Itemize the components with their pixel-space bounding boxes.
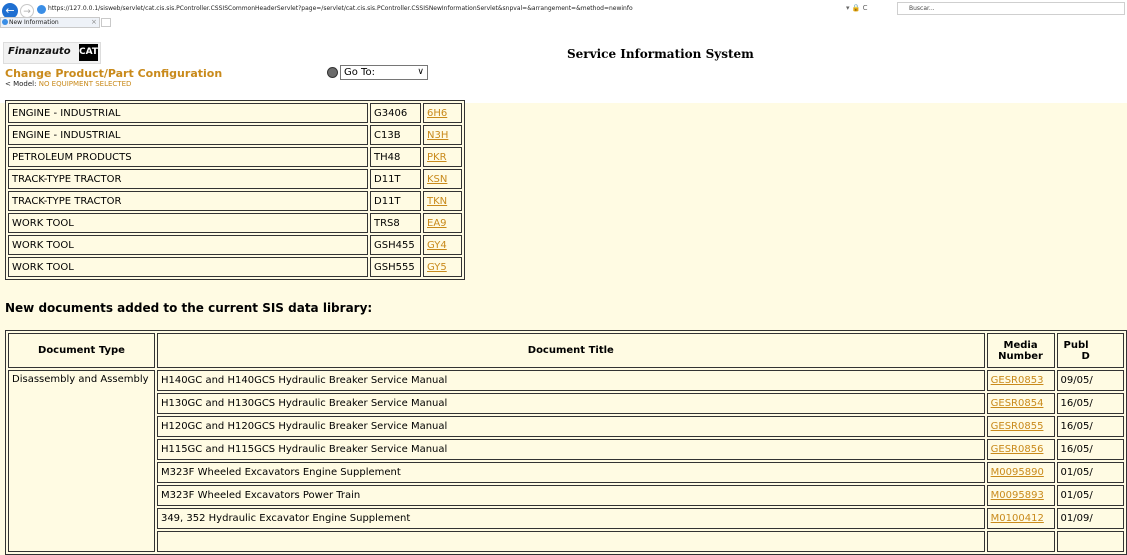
- media-number-link[interactable]: M0095890: [990, 467, 1044, 478]
- goto-icon[interactable]: [327, 67, 338, 78]
- media-number-link[interactable]: GESR0856: [990, 444, 1044, 455]
- product-row: [8, 257, 462, 277]
- serial-prefix-link[interactable]: 6H6: [427, 107, 448, 119]
- address-bar[interactable]: https://127.0.0.1/sisweb/servlet/cat.cis.sis.PController.CSSISCommonHeaderServlet?page=/servlet/cat.cis.sis.PController.CSSISNewInformationServlet&snpval=&arrangement=&method=newinfo: [48, 5, 633, 12]
- media-number-link[interactable]: M0095893: [990, 490, 1044, 501]
- product-row: [8, 191, 462, 211]
- model-value: NO EQUIPMENT SELECTED: [38, 80, 132, 88]
- serial-prefix-link[interactable]: GY5: [427, 261, 447, 273]
- close-tab-icon[interactable]: ×: [91, 18, 97, 26]
- page-title: Service Information System: [567, 47, 754, 61]
- product-row: [8, 235, 462, 255]
- document-title: H120GC and H120GCS Hydraulic Breaker Service Manual: [157, 416, 985, 437]
- product-model: TH48: [370, 147, 421, 167]
- product-model: GSH555: [370, 257, 421, 277]
- product-row: [8, 169, 462, 189]
- media-number-cell: [987, 439, 1055, 460]
- product-prefix-cell: [423, 235, 462, 255]
- document-title: 349, 352 Hydraulic Excavator Engine Supplement: [157, 508, 985, 529]
- document-row: [8, 370, 1124, 391]
- document-row: [8, 462, 1124, 483]
- product-name: TRACK-TYPE TRACTOR: [8, 169, 368, 189]
- model-label: < Model:: [5, 80, 37, 88]
- product-row: [8, 125, 462, 145]
- goto-label: Go To:: [344, 67, 375, 78]
- publication-date: 09/05/: [1057, 370, 1125, 391]
- serial-prefix-link[interactable]: PKR: [427, 151, 447, 163]
- media-number-link[interactable]: GESR0853: [990, 375, 1044, 386]
- document-title: H115GC and H115GCS Hydraulic Breaker Service Manual: [157, 439, 985, 460]
- search-input[interactable]: Buscar...: [897, 2, 1125, 15]
- product-prefix-cell: [423, 257, 462, 277]
- product-row: [8, 147, 462, 167]
- media-number-cell: [987, 370, 1055, 391]
- product-prefix-cell: [423, 169, 462, 189]
- product-row: [8, 103, 462, 123]
- product-name: WORK TOOL: [8, 213, 368, 233]
- logo-text: Finanzauto: [8, 46, 71, 57]
- cat-logo: CAT: [79, 44, 98, 61]
- document-title: H140GC and H140GCS Hydraulic Breaker Service Manual: [157, 370, 985, 391]
- product-row: [8, 213, 462, 233]
- document-title: H130GC and H130GCS Hydraulic Breaker Service Manual: [157, 393, 985, 414]
- media-number-link[interactable]: GESR0854: [990, 398, 1044, 409]
- product-model: TRS8: [370, 213, 421, 233]
- col-media-line1: Media: [1003, 339, 1038, 351]
- document-row: [8, 508, 1124, 529]
- tab-e-icon: [2, 19, 8, 25]
- publication-date: 01/05/: [1057, 485, 1125, 506]
- col-date-line1: Publ: [1063, 339, 1089, 351]
- media-number-cell: [987, 462, 1055, 483]
- serial-prefix-link[interactable]: TKN: [427, 195, 448, 207]
- col-media-number: [987, 333, 1055, 368]
- product-prefix-cell: [423, 191, 462, 211]
- chevron-down-icon: ∨: [417, 67, 424, 77]
- col-publication-date: [1057, 333, 1125, 368]
- publication-date: [1057, 531, 1125, 552]
- model-indicator: [5, 80, 131, 88]
- publication-date: 16/05/: [1057, 393, 1125, 414]
- product-name: ENGINE - INDUSTRIAL: [8, 125, 368, 145]
- product-model: G3406: [370, 103, 421, 123]
- change-configuration-link[interactable]: Change Product/Part Configuration: [5, 67, 223, 80]
- media-number-cell: [987, 508, 1055, 529]
- publication-date: 16/05/: [1057, 416, 1125, 437]
- publication-date: 16/05/: [1057, 439, 1125, 460]
- col-date-line2: D: [1081, 350, 1090, 362]
- document-row: [8, 393, 1124, 414]
- serial-prefix-link[interactable]: EA9: [427, 217, 447, 229]
- product-model: D11T: [370, 169, 421, 189]
- back-arrow-icon[interactable]: ←: [2, 3, 18, 19]
- col-media-line2: Number: [998, 350, 1043, 362]
- forward-arrow-icon[interactable]: →: [20, 4, 34, 18]
- browser-e-icon: [37, 5, 46, 14]
- product-name: PETROLEUM PRODUCTS: [8, 147, 368, 167]
- media-number-cell: [987, 393, 1055, 414]
- product-name: ENGINE - INDUSTRIAL: [8, 103, 368, 123]
- media-number-link[interactable]: M0100412: [990, 513, 1044, 524]
- document-title: [157, 531, 985, 552]
- publication-date: 01/09/: [1057, 508, 1125, 529]
- document-row: [8, 439, 1124, 460]
- media-number-link[interactable]: GESR0855: [990, 421, 1044, 432]
- product-prefix-cell: [423, 147, 462, 167]
- document-row-partial: [8, 531, 1124, 552]
- serial-prefix-link[interactable]: KSN: [427, 173, 448, 185]
- goto-select[interactable]: [340, 65, 428, 80]
- product-model: D11T: [370, 191, 421, 211]
- serial-prefix-link[interactable]: GY4: [427, 239, 447, 251]
- product-name: TRACK-TYPE TRACTOR: [8, 191, 368, 211]
- document-type: Disassembly and Assembly: [8, 370, 155, 552]
- product-prefix-cell: [423, 125, 462, 145]
- serial-prefix-link[interactable]: N3H: [427, 129, 449, 141]
- new-tab-button[interactable]: [101, 18, 111, 27]
- browser-tab[interactable]: New Information: [0, 17, 100, 28]
- media-number-cell: [987, 531, 1055, 552]
- document-row: [8, 416, 1124, 437]
- media-number-cell: [987, 416, 1055, 437]
- product-model: C13B: [370, 125, 421, 145]
- product-model: GSH455: [370, 235, 421, 255]
- new-docs-heading: New documents added to the current SIS data library:: [5, 301, 373, 315]
- documents-table: [5, 330, 1127, 555]
- product-prefix-cell: [423, 213, 462, 233]
- col-document-type: Document Type: [8, 333, 155, 368]
- col-document-title: Document Title: [157, 333, 985, 368]
- product-prefix-cell: [423, 103, 462, 123]
- product-name: WORK TOOL: [8, 257, 368, 277]
- document-row: [8, 485, 1124, 506]
- product-table: [5, 100, 465, 280]
- media-number-cell: [987, 485, 1055, 506]
- product-name: WORK TOOL: [8, 235, 368, 255]
- publication-date: 01/05/: [1057, 462, 1125, 483]
- document-title: M323F Wheeled Excavators Power Train: [157, 485, 985, 506]
- address-controls[interactable]: ▾ 🔒 C: [846, 4, 868, 12]
- document-title: M323F Wheeled Excavators Engine Supplement: [157, 462, 985, 483]
